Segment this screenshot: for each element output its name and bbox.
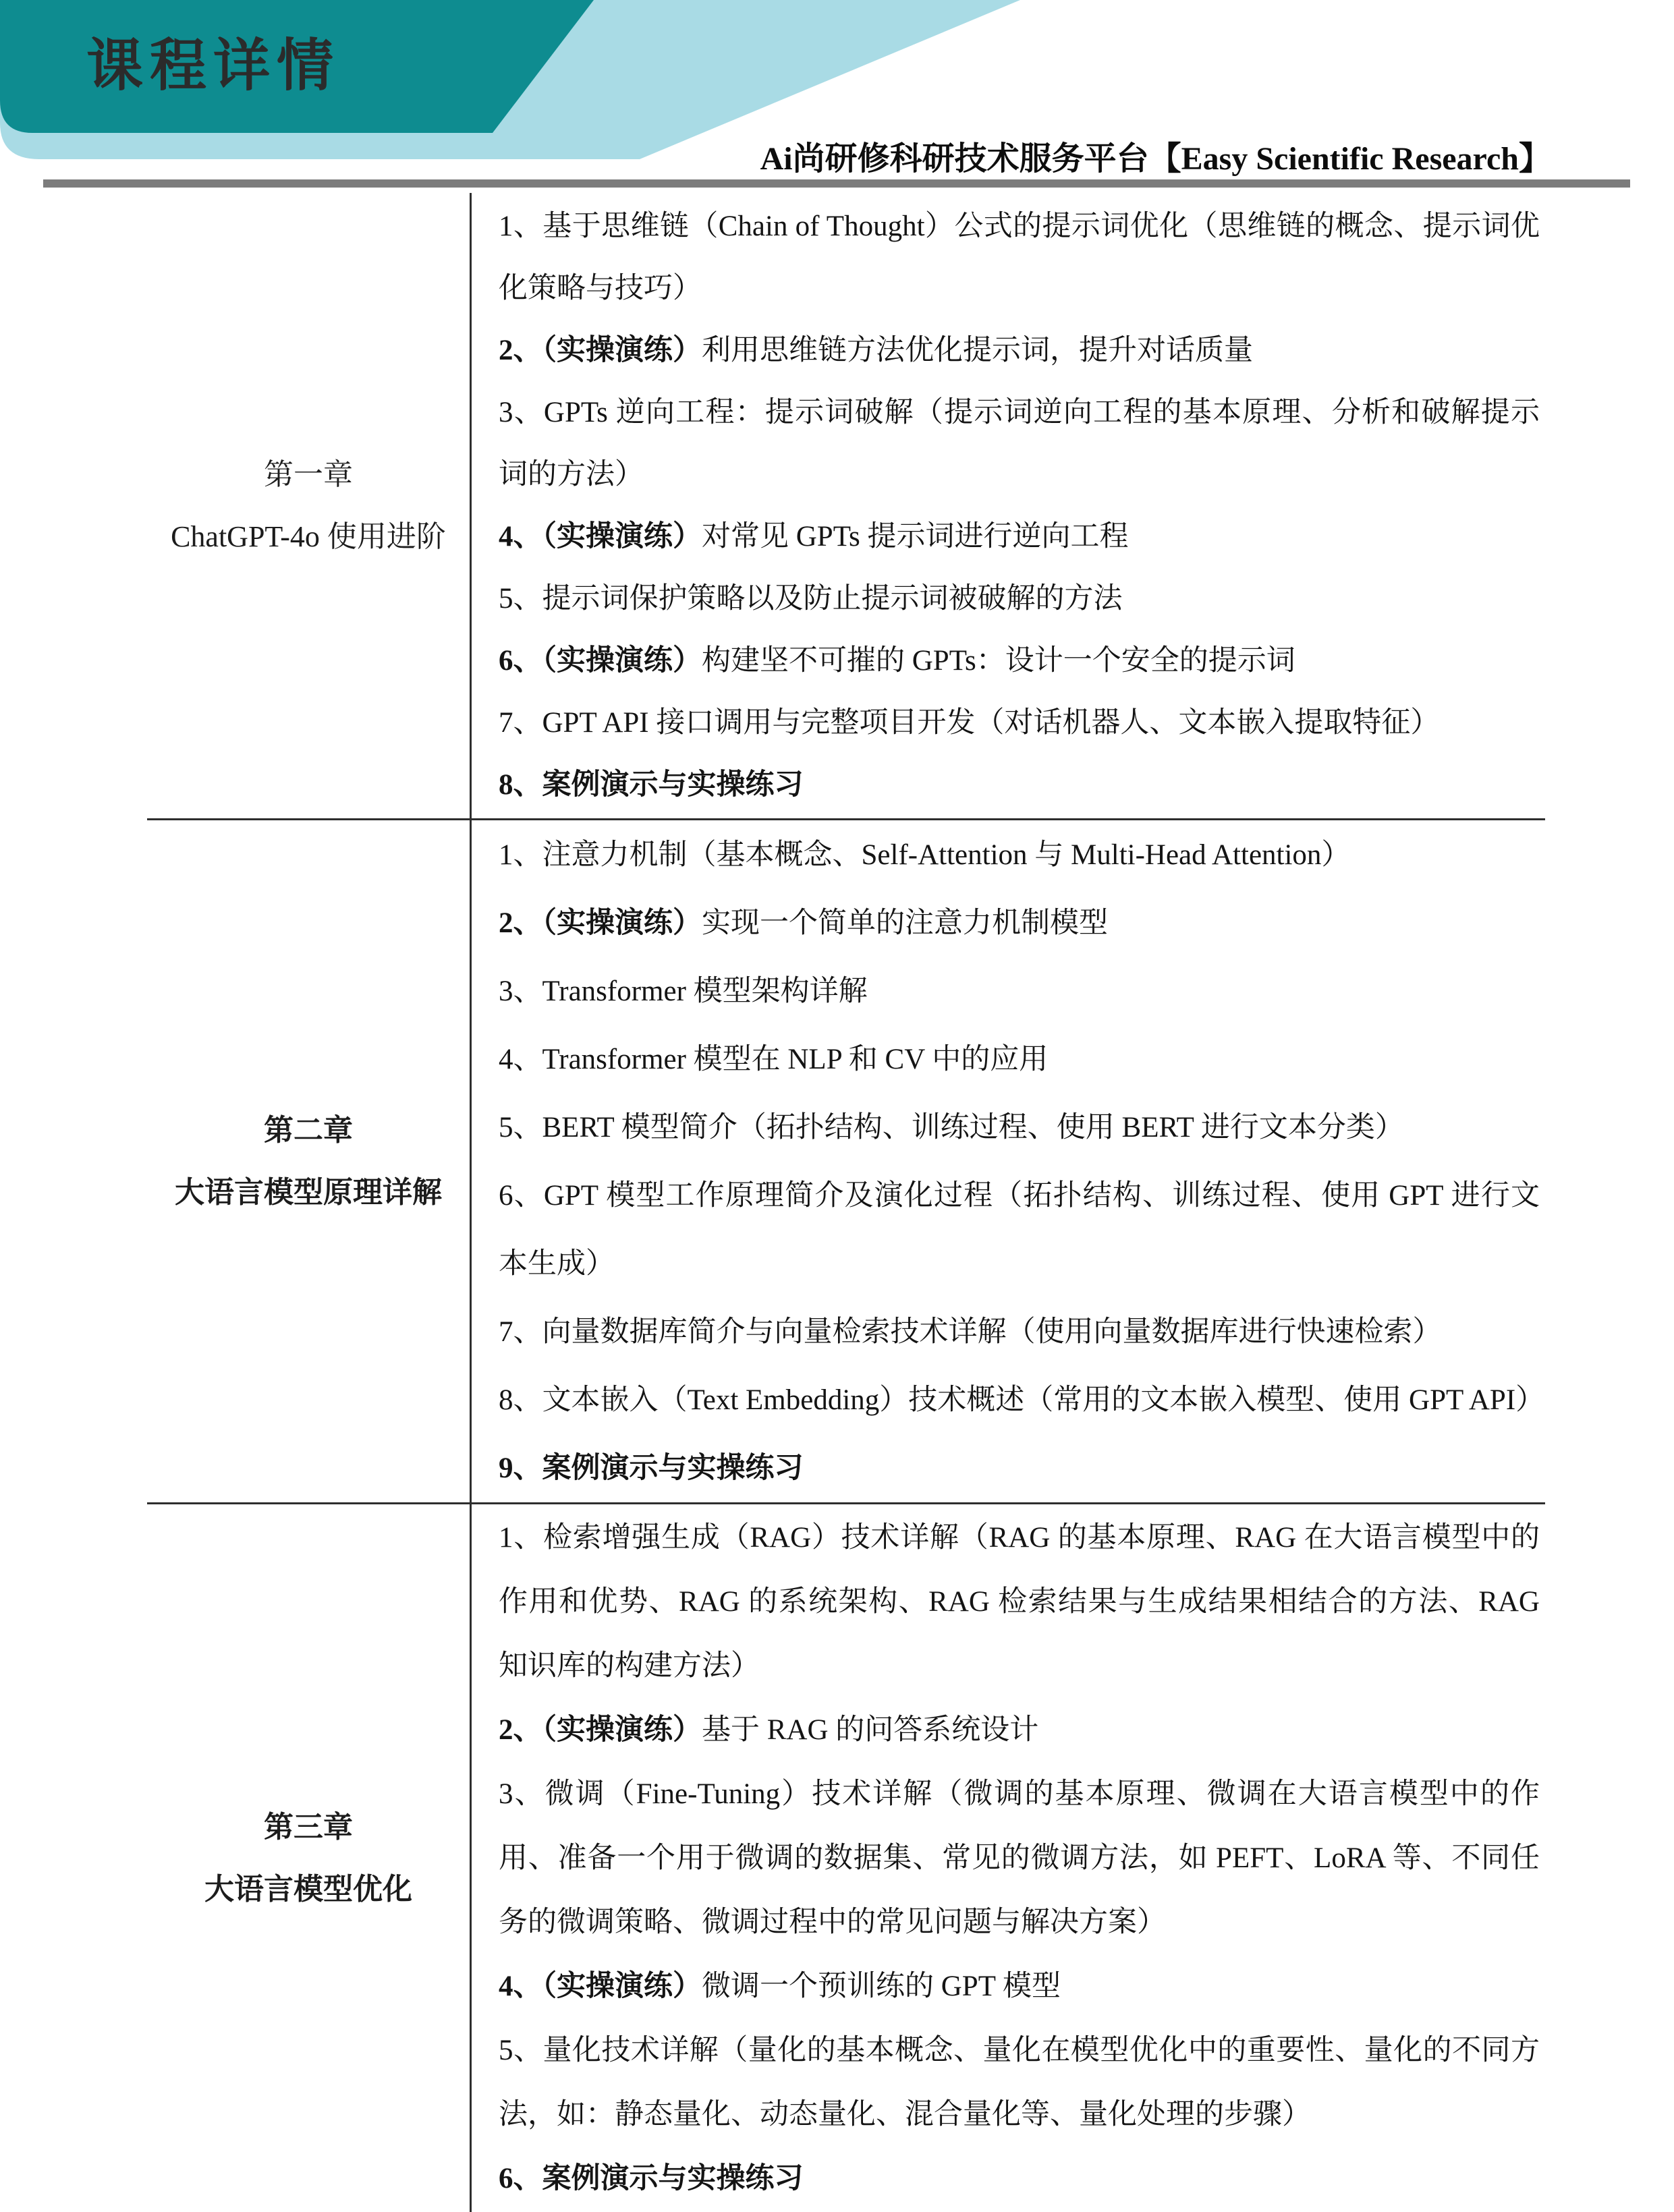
course-item-text: 1、基于思维链（Chain of Thought）公式的提示词优化（思维链的概念、提示词优化策略与技巧） xyxy=(499,210,1540,304)
course-item-text: 微调一个预训练的 GPT 模型 xyxy=(702,1970,1061,2002)
course-item xyxy=(499,1366,1545,1434)
course-item xyxy=(499,1434,1540,1502)
course-item-bold-prefix: 2、（实操演练） xyxy=(499,907,702,939)
course-item-bold-prefix: 8、案例演示与实操练习 xyxy=(499,768,804,801)
course-item-text: 3、微调（Fine-Tuning）技术详解（微调的基本原理、微调在大语言模型中的作用、准备一个用于微调的数据集、常见的微调方法，如 PEFT、LoRA 等、不同任务的微调策略、微调过程中的常见问题与解决方案） xyxy=(499,1778,1540,1938)
chapter-number: 第三章 xyxy=(264,1810,353,1844)
course-item xyxy=(499,1762,1540,1954)
course-item-bold-prefix: 4、（实操演练） xyxy=(499,1970,702,2002)
course-item xyxy=(499,692,1540,754)
course-item-text: 7、向量数据库简介与向量检索技术详解（使用向量数据库进行快速检索） xyxy=(499,1315,1442,1348)
course-item xyxy=(499,754,1540,816)
course-item xyxy=(499,1025,1540,1094)
course-item-text: 8、文本嵌入（Text Embedding）技术概述（常用的文本嵌入模型、使用 GPT API） xyxy=(499,1384,1545,1416)
chapter-row xyxy=(147,818,1545,1502)
course-item xyxy=(499,382,1540,506)
chapter-title-cell xyxy=(147,1504,470,2212)
course-item-text: 1、检索增强生成（RAG）技术详解（RAG 的基本原理、RAG 在大语言模型中的作用和优势、RAG 的系统架构、RAG 检索结果与生成结果相结合的方法、RAG 知识库的构建方法） xyxy=(499,1522,1540,1682)
course-item-text: 5、BERT 模型简介（拓扑结构、训练过程、使用 BERT 进行文本分类） xyxy=(499,1111,1404,1143)
chapter-number: 第二章 xyxy=(264,1113,353,1147)
course-item xyxy=(499,821,1540,889)
course-item-text: 7、GPT API 接口调用与完整项目开发（对话机器人、文本嵌入提取特征） xyxy=(499,706,1440,739)
course-item xyxy=(499,506,1540,568)
course-item-text: 6、GPT 模型工作原理简介及演化过程（拓扑结构、训练过程、使用 GPT 进行文本生成） xyxy=(499,1179,1540,1280)
course-item-text: 利用思维链方法优化提示词，提升对话质量 xyxy=(702,334,1253,366)
chapter-row xyxy=(147,1502,1545,2212)
course-item-bold-prefix: 6、案例演示与实操练习 xyxy=(499,2163,804,2194)
chapter-number: 第一章 xyxy=(264,457,353,491)
course-item-bold-prefix: 2、（实操演练） xyxy=(499,334,702,366)
chapter-title-cell xyxy=(147,193,470,818)
course-item xyxy=(499,2018,1540,2147)
course-item xyxy=(499,1698,1540,1762)
course-item xyxy=(499,1162,1540,1298)
chapter-row xyxy=(147,193,1545,818)
platform-header: Ai尚研修科研技术服务平台【Easy Scientific Research】 xyxy=(760,141,1551,177)
course-item-bold-prefix: 6、（实操演练） xyxy=(499,644,702,677)
course-item xyxy=(499,957,1540,1025)
course-item-text: 3、GPTs 逆向工程：提示词破解（提示词逆向工程的基本原理、分析和破解提示词的方法） xyxy=(499,396,1540,490)
course-item-bold-prefix: 9、案例演示与实操练习 xyxy=(499,1452,804,1484)
course-item-text: 对常见 GPTs 提示词进行逆向工程 xyxy=(702,520,1129,552)
chapter-items-cell xyxy=(470,1504,1545,2212)
course-item-bold-prefix: 2、（实操演练） xyxy=(499,1714,702,1746)
course-item xyxy=(499,2147,1540,2211)
course-item-text: 基于 RAG 的问答系统设计 xyxy=(702,1714,1039,1746)
course-item-text: 实现一个简单的注意力机制模型 xyxy=(702,907,1108,939)
chapter-items-cell xyxy=(470,820,1545,1502)
page-title: 课程详情 xyxy=(86,34,341,97)
course-item xyxy=(499,568,1540,630)
course-item-text: 4、Transformer 模型在 NLP 和 CV 中的应用 xyxy=(499,1043,1049,1075)
course-item xyxy=(499,889,1540,957)
chapter-name: ChatGPT-4o 使用进阶 xyxy=(171,519,446,553)
chapter-title-cell xyxy=(147,820,470,1502)
course-item xyxy=(499,320,1540,382)
header-divider-rule xyxy=(43,179,1630,188)
course-item xyxy=(499,196,1540,320)
course-item xyxy=(499,1954,1540,2018)
course-item xyxy=(499,1506,1540,1698)
course-item xyxy=(499,1094,1540,1162)
course-item-text: 5、提示词保护策略以及防止提示词被破解的方法 xyxy=(499,582,1123,615)
chapter-name: 大语言模型原理详解 xyxy=(175,1175,442,1209)
course-item xyxy=(499,630,1540,692)
chapter-name: 大语言模型优化 xyxy=(204,1872,412,1906)
course-item xyxy=(499,1298,1540,1366)
course-item-text: 1、注意力机制（基本概念、Self-Attention 与 Multi-Head Attention） xyxy=(499,839,1351,871)
course-item-text: 5、量化技术详解（量化的基本概念、量化在模型优化中的重要性、量化的不同方法，如：静态量化、动态量化、混合量化等、量化处理的步骤） xyxy=(499,2035,1540,2130)
chapter-items-cell xyxy=(470,193,1545,818)
course-item-bold-prefix: 4、（实操演练） xyxy=(499,520,702,552)
course-item-text: 构建坚不可摧的 GPTs：设计一个安全的提示词 xyxy=(702,644,1295,677)
course-item-text: 3、Transformer 模型架构详解 xyxy=(499,975,868,1007)
course-table xyxy=(147,193,1545,2212)
